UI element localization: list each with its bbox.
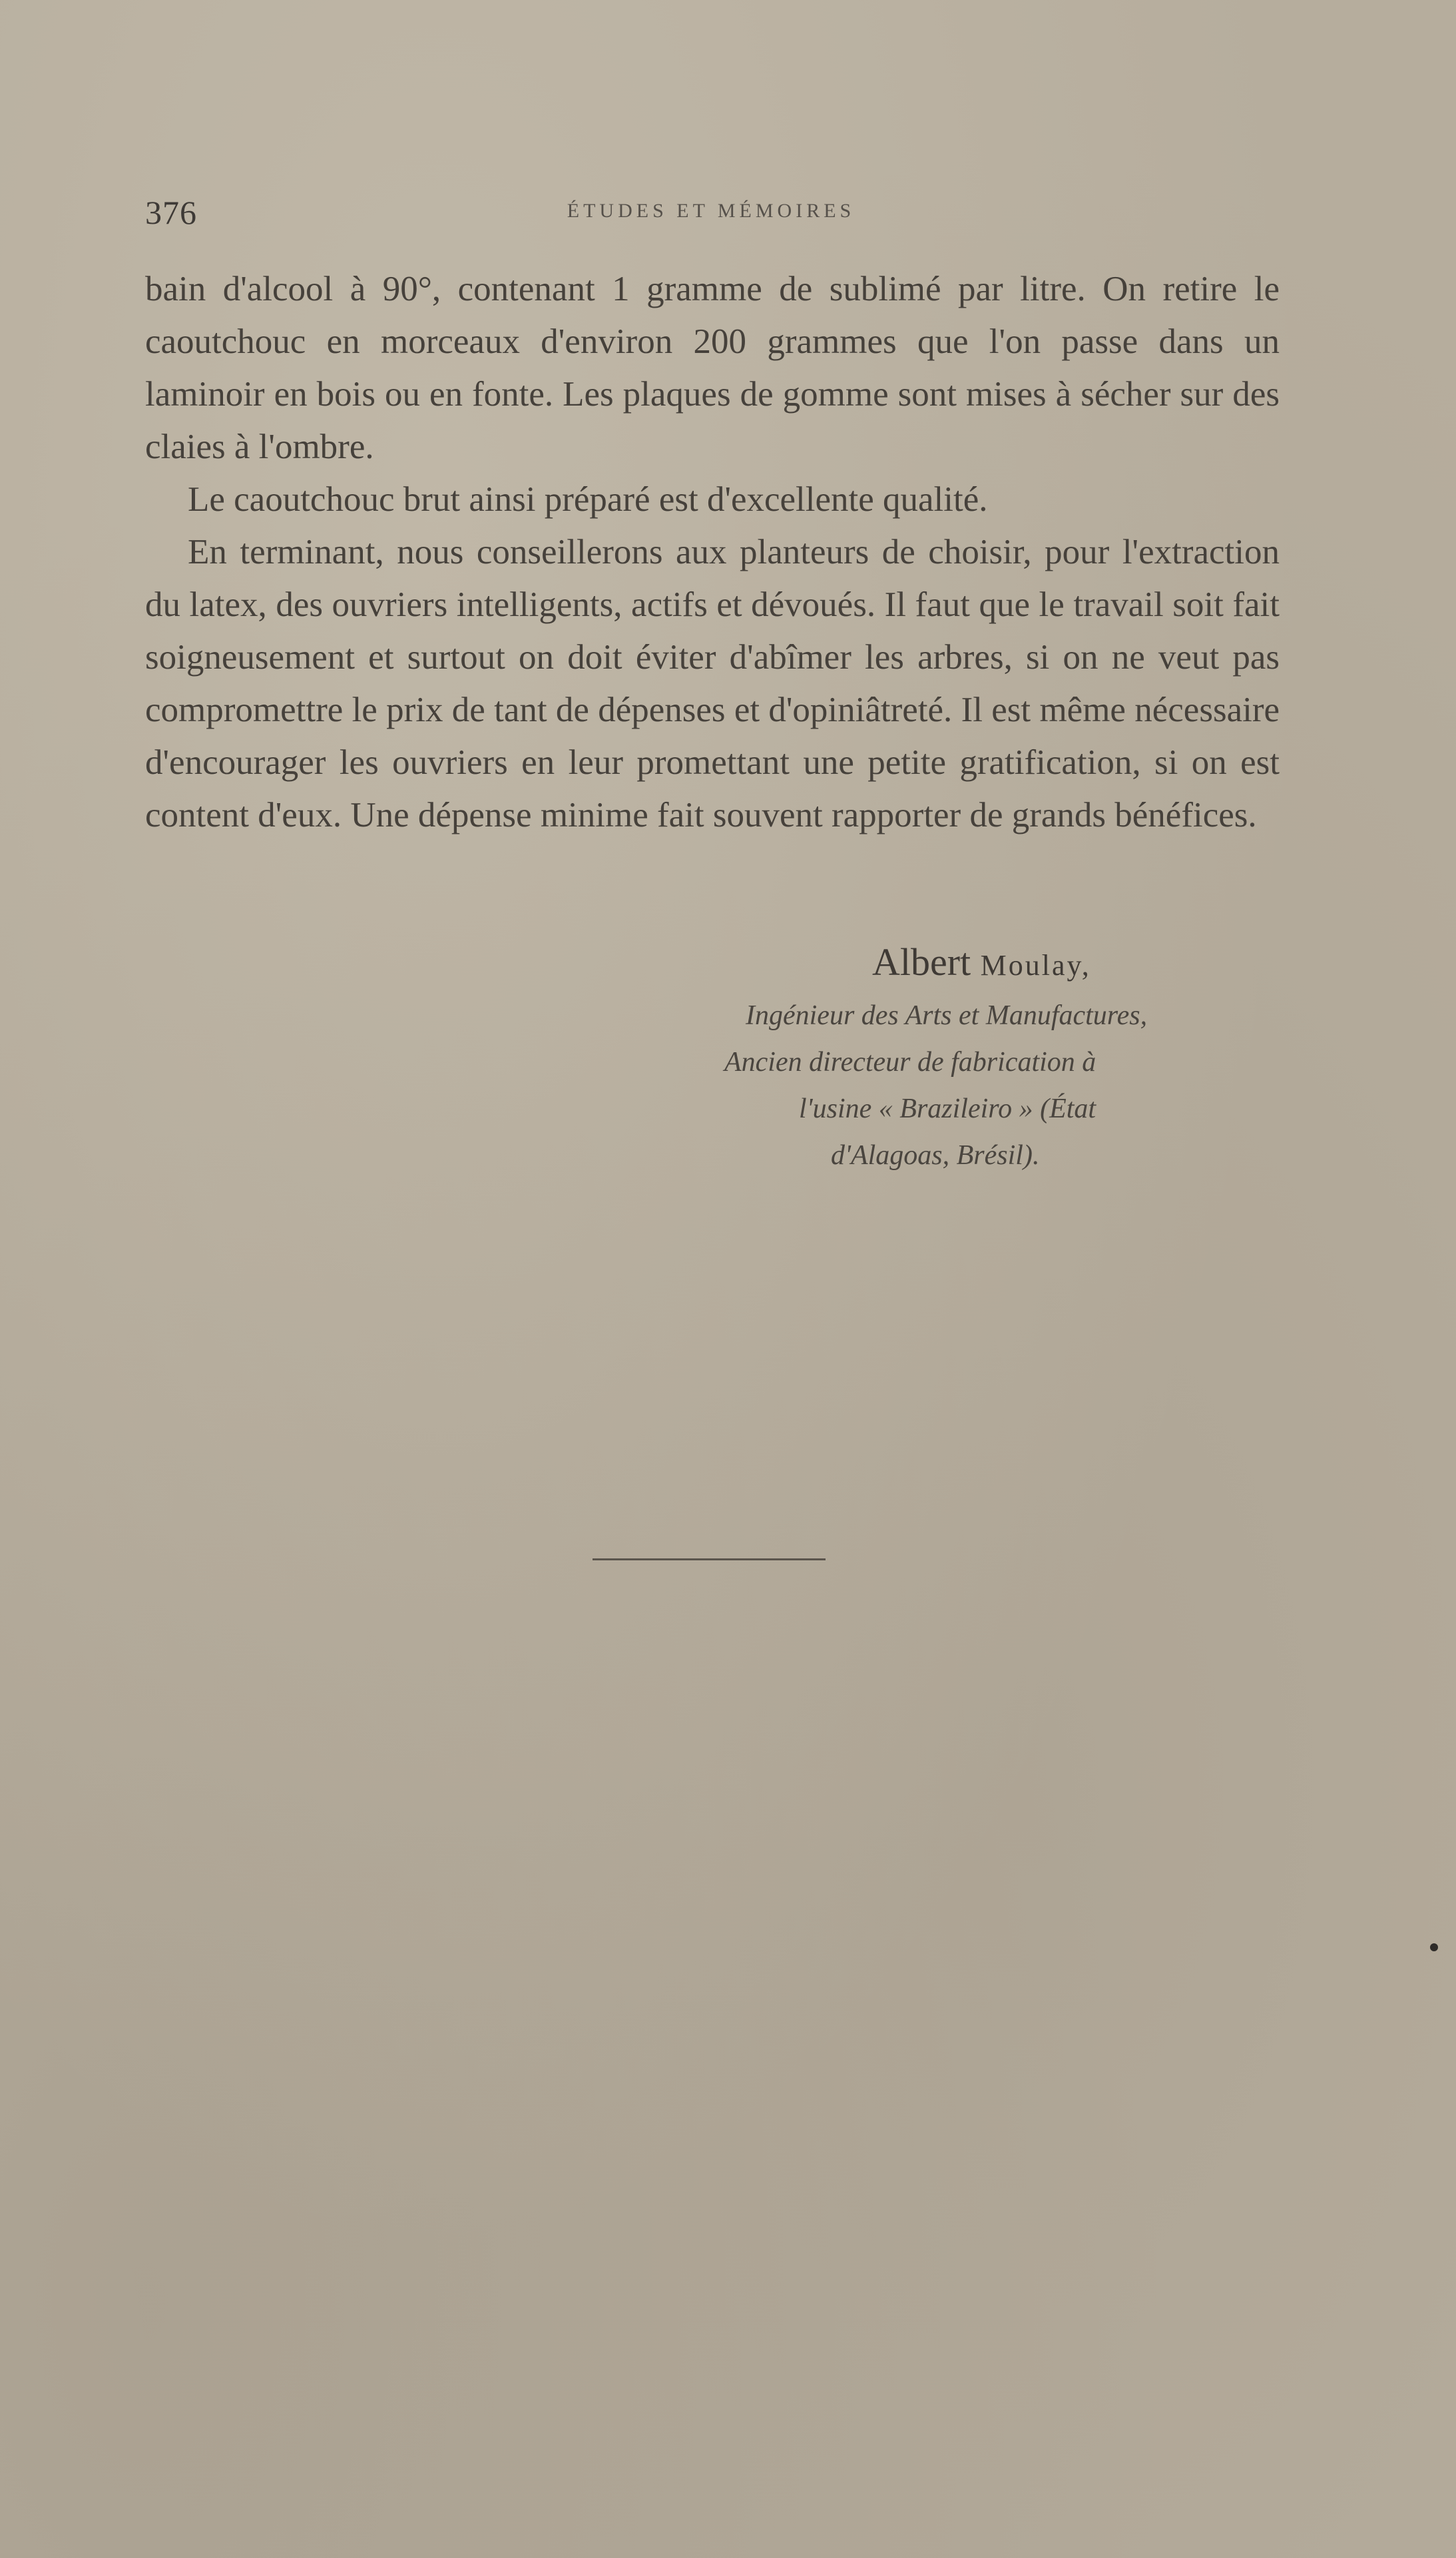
author-title-line: Ingénieur des Arts et Manufactures, [746, 1000, 1148, 1031]
signature-block [719, 939, 1298, 1175]
paragraph-3: En terminant, nous conseillerons aux planteurs de choisir, pour l'extraction du latex, des ouvriers intelligents, actifs et dévoués. Il faut que le travail soit fait soigneusement et surtout on doit éviter d'abîmer les arbres, si on ne veut pas compromettre le prix de tant de dépenses et d'opiniâtreté. Il est même nécessaire d'encourager les ouvriers en leur promettant une petite gratification, si on est content d'eux. Une dépense minime fait souvent rapporter de grands bénéfices. [145, 533, 1280, 834]
section-divider [593, 1558, 826, 1560]
page-number: 376 [145, 194, 197, 231]
page-header [145, 193, 1277, 233]
paragraph-2: Le caoutchouc brut ainsi préparé est d'excellente qualité. [188, 480, 988, 519]
author-first-name: Albert [872, 940, 971, 984]
paragraph-1: bain d'alcool à 90°, contenant 1 gramme de sublimé par litre. On retire le caoutchouc en morceaux d'environ 200 grammes que l'on passe dans un laminoir en bois ou en fonte. Les plaques de gomme sont mises à sécher sur des claies à l'ombre. [145, 270, 1280, 466]
author-last-name: Moulay, [980, 949, 1091, 982]
author-name [872, 939, 1298, 989]
author-title-line: Ancien directeur de fabrication à [724, 1047, 1096, 1078]
body-text [145, 263, 1280, 842]
author-title-line: l'usine « Brazileiro » (État [799, 1094, 1096, 1124]
author-title-line: d'Alagoas, Brésil). [831, 1140, 1040, 1171]
running-title: ÉTUDES ET MÉMOIRES [567, 200, 855, 222]
ink-speck [1430, 1943, 1438, 1951]
